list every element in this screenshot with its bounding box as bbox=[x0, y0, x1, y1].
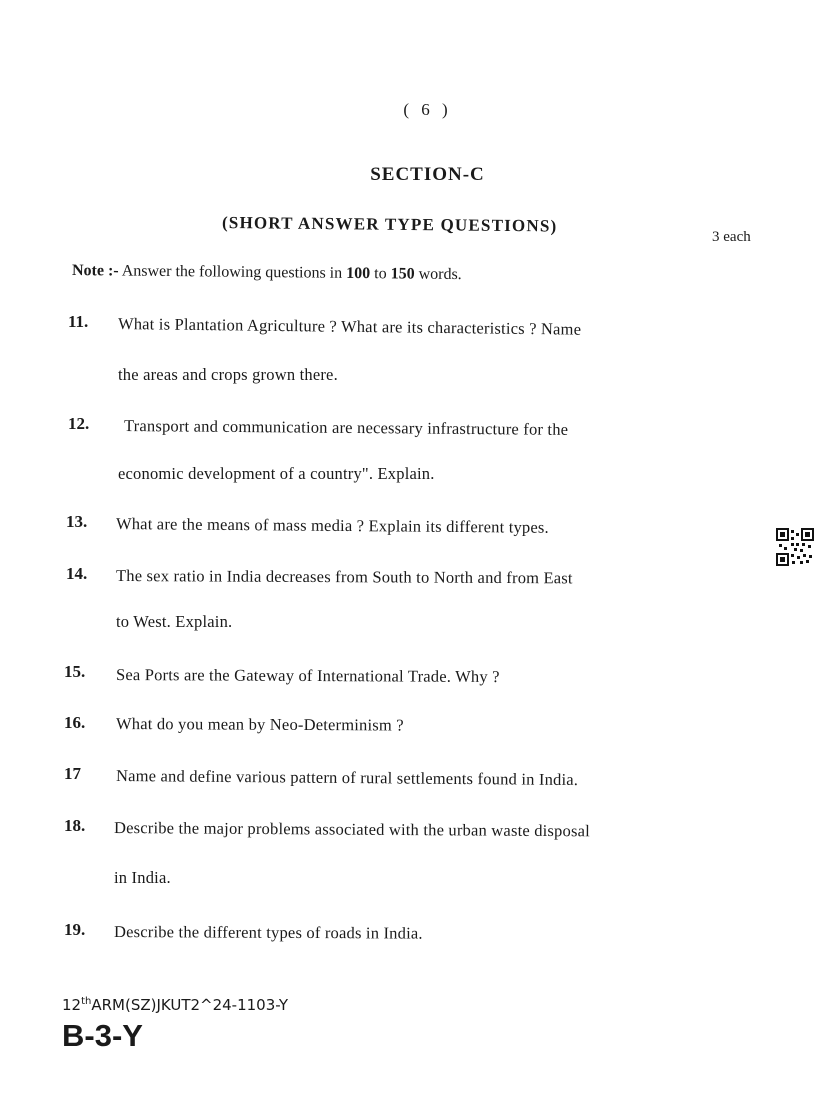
instruction-note bbox=[72, 262, 462, 284]
question-text-line: Transport and communication are necessary infrastructure for the bbox=[123, 416, 569, 439]
note-text-after: words. bbox=[418, 265, 462, 284]
note-max-words: 150 bbox=[390, 265, 415, 283]
paper-code-prefix: 12 bbox=[62, 996, 82, 1014]
marks-label: 3 each bbox=[712, 229, 751, 245]
paper-code-rest: ARM(SZ)JKUT2^24-1103-Y bbox=[91, 996, 289, 1014]
question-text-line: What are the means of mass media ? Explain its different types. bbox=[115, 514, 549, 537]
question-number: 19. bbox=[64, 920, 86, 939]
question-text-line: Sea Ports are the Gateway of International Trade. Why ? bbox=[115, 665, 500, 687]
question-number: 13. bbox=[66, 512, 88, 531]
question-number: 18. bbox=[64, 816, 86, 835]
question-text-line: in India. bbox=[114, 868, 171, 887]
question-number: 12. bbox=[68, 414, 90, 433]
note-label: Note :- bbox=[71, 262, 119, 280]
question-text-line: to West. Explain. bbox=[116, 612, 233, 631]
question-number: 17 bbox=[64, 764, 81, 783]
qr-code-icon bbox=[776, 528, 814, 566]
question-number: 15. bbox=[64, 662, 86, 681]
question-text-line: Name and define various pattern of rural settlements found in India. bbox=[115, 766, 579, 790]
note-to: to bbox=[374, 265, 387, 283]
question-text-line: the areas and crops grown there. bbox=[118, 365, 338, 384]
series-code: B-3-Y bbox=[62, 1018, 143, 1053]
note-text-before: Answer the following questions in bbox=[121, 262, 343, 282]
question-number: 11. bbox=[68, 312, 89, 331]
page-number: ( 6 ) bbox=[403, 100, 452, 119]
question-text-line: economic development of a country". Explain. bbox=[118, 464, 435, 483]
question-text-line: What do you mean by Neo-Determinism ? bbox=[115, 714, 404, 735]
paper-code bbox=[62, 996, 288, 1014]
section-subtitle: (SHORT ANSWER TYPE QUESTIONS) bbox=[221, 213, 558, 236]
note-min-words: 100 bbox=[346, 264, 371, 283]
question-number: 16. bbox=[64, 713, 86, 732]
question-text-line: Describe the different types of roads in India. bbox=[113, 922, 423, 943]
question-text-line: The sex ratio in India decreases from South to North and from East bbox=[115, 566, 573, 588]
question-number: 14. bbox=[66, 564, 88, 583]
question-text-line: What is Plantation Agriculture ? What are its characteristics ? Name bbox=[117, 314, 582, 339]
question-text-line: Describe the major problems associated with the urban waste disposal bbox=[113, 818, 590, 841]
paper-code-sup: th bbox=[81, 996, 92, 1007]
section-title: SECTION-C bbox=[370, 164, 485, 185]
